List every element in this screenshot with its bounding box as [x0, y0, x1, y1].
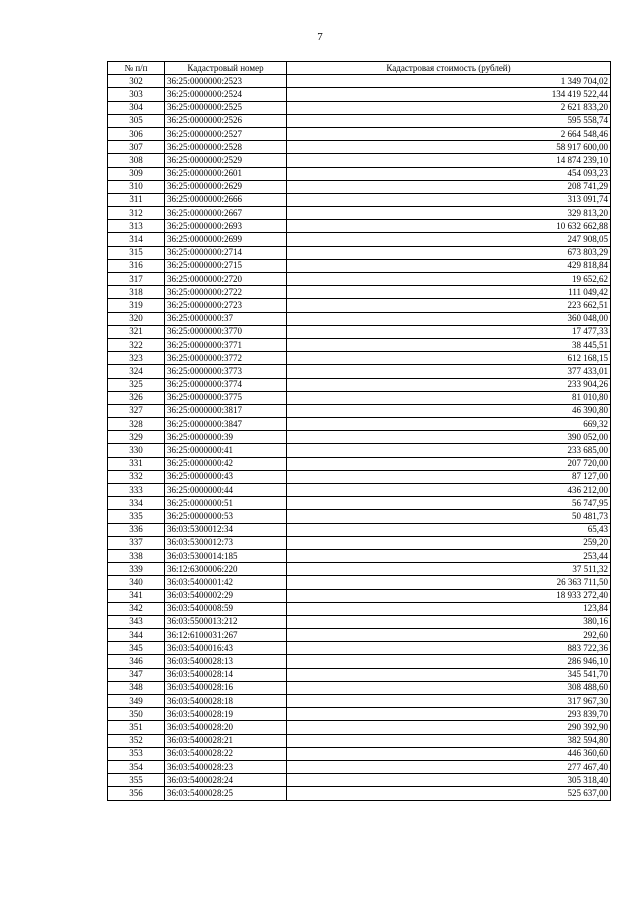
cadastral-number-cell: 36:03:5400028:19 [165, 708, 287, 721]
row-number-cell: 349 [108, 695, 165, 708]
table-row [108, 602, 611, 615]
row-number-cell: 354 [108, 760, 165, 773]
cadastral-value-cell: 595 558,74 [287, 114, 611, 127]
row-number-cell: 350 [108, 708, 165, 721]
cadastral-value-cell: 10 632 662,88 [287, 220, 611, 233]
cadastral-number-cell: 36:03:5400028:18 [165, 695, 287, 708]
table-row [108, 721, 611, 734]
cadastral-value-cell: 18 933 272,40 [287, 589, 611, 602]
header-cadastral-value: Кадастровая стоимость (рублей) [287, 62, 611, 75]
row-number-cell: 340 [108, 576, 165, 589]
cadastral-number-cell: 36:25:0000000:41 [165, 444, 287, 457]
cadastral-number-cell: 36:25:0000000:3775 [165, 391, 287, 404]
table-row [108, 167, 611, 180]
table-row [108, 457, 611, 470]
row-number-cell: 343 [108, 615, 165, 628]
row-number-cell: 306 [108, 127, 165, 140]
row-number-cell: 328 [108, 418, 165, 431]
cadastral-value-cell: 308 488,60 [287, 681, 611, 694]
row-number-cell: 345 [108, 642, 165, 655]
table-row [108, 352, 611, 365]
table-row [108, 563, 611, 576]
row-number-cell: 341 [108, 589, 165, 602]
cadastral-value-cell: 46 390,80 [287, 404, 611, 417]
row-number-cell: 346 [108, 655, 165, 668]
cadastral-value-cell: 345 541,70 [287, 668, 611, 681]
row-number-cell: 337 [108, 536, 165, 549]
cadastral-number-cell: 36:25:0000000:2528 [165, 141, 287, 154]
table-row [108, 193, 611, 206]
table-row [108, 391, 611, 404]
cadastral-number-cell: 36:03:5400028:16 [165, 681, 287, 694]
table-row [108, 655, 611, 668]
cadastral-number-cell: 36:03:5400028:13 [165, 655, 287, 668]
cadastral-number-cell: 36:25:0000000:2699 [165, 233, 287, 246]
row-number-cell: 304 [108, 101, 165, 114]
row-number-cell: 339 [108, 563, 165, 576]
page-number: 7 [317, 31, 323, 43]
row-number-cell: 313 [108, 220, 165, 233]
row-number-cell: 327 [108, 404, 165, 417]
row-number-cell: 310 [108, 180, 165, 193]
row-number-cell: 347 [108, 668, 165, 681]
cadastral-number-cell: 36:25:0000000:2525 [165, 101, 287, 114]
cadastral-number-cell: 36:03:5400008:59 [165, 602, 287, 615]
cadastral-value-cell: 14 874 239,10 [287, 154, 611, 167]
cadastral-value-cell: 612 168,15 [287, 352, 611, 365]
row-number-cell: 317 [108, 273, 165, 286]
cadastral-value-cell: 436 212,00 [287, 484, 611, 497]
table-row [108, 233, 611, 246]
cadastral-number-cell: 36:25:0000000:37 [165, 312, 287, 325]
cadastral-number-cell: 36:12:6100031:267 [165, 629, 287, 642]
row-number-cell: 348 [108, 681, 165, 694]
table-row [108, 668, 611, 681]
cadastral-value-cell: 525 637,00 [287, 787, 611, 800]
cadastral-number-cell: 36:25:0000000:2715 [165, 259, 287, 272]
cadastral-value-cell: 37 511,32 [287, 563, 611, 576]
cadastral-number-cell: 36:25:0000000:39 [165, 431, 287, 444]
table-body [108, 75, 611, 800]
row-number-cell: 352 [108, 734, 165, 747]
table-row [108, 325, 611, 338]
cadastral-number-cell: 36:25:0000000:2529 [165, 154, 287, 167]
cadastral-value-cell: 1 349 704,02 [287, 75, 611, 88]
table-row [108, 88, 611, 101]
row-number-cell: 331 [108, 457, 165, 470]
table-header-row [108, 62, 611, 75]
table-row [108, 286, 611, 299]
cadastral-value-cell: 446 360,60 [287, 747, 611, 760]
cadastral-value-cell: 50 481,73 [287, 510, 611, 523]
cadastral-value-cell: 65,43 [287, 523, 611, 536]
row-number-cell: 333 [108, 484, 165, 497]
cadastral-value-cell: 277 467,40 [287, 760, 611, 773]
cadastral-value-cell: 207 720,00 [287, 457, 611, 470]
cadastral-number-cell: 36:25:0000000:2527 [165, 127, 287, 140]
cadastral-value-cell: 2 664 548,46 [287, 127, 611, 140]
cadastral-value-cell: 883 722,36 [287, 642, 611, 655]
cadastral-number-cell: 36:25:0000000:3847 [165, 418, 287, 431]
cadastral-value-table [107, 61, 611, 801]
cadastral-number-cell: 36:25:0000000:3773 [165, 365, 287, 378]
cadastral-number-cell: 36:12:6300006:220 [165, 563, 287, 576]
cadastral-value-cell: 17 477,33 [287, 325, 611, 338]
cadastral-value-cell: 329 813,20 [287, 207, 611, 220]
row-number-cell: 336 [108, 523, 165, 536]
row-number-cell: 330 [108, 444, 165, 457]
row-number-cell: 303 [108, 88, 165, 101]
row-number-cell: 329 [108, 431, 165, 444]
row-number-cell: 326 [108, 391, 165, 404]
row-number-cell: 315 [108, 246, 165, 259]
header-cadastral-number: Кадастровый номер [165, 62, 287, 75]
table-row [108, 681, 611, 694]
cadastral-value-cell: 223 662,51 [287, 299, 611, 312]
row-number-cell: 325 [108, 378, 165, 391]
cadastral-number-cell: 36:25:0000000:42 [165, 457, 287, 470]
table-row [108, 101, 611, 114]
cadastral-number-cell: 36:25:0000000:3770 [165, 325, 287, 338]
row-number-cell: 338 [108, 549, 165, 562]
cadastral-number-cell: 36:25:0000000:2526 [165, 114, 287, 127]
cadastral-number-cell: 36:03:5500013:212 [165, 615, 287, 628]
row-number-cell: 318 [108, 286, 165, 299]
cadastral-value-cell: 317 967,30 [287, 695, 611, 708]
cadastral-number-cell: 36:25:0000000:43 [165, 470, 287, 483]
cadastral-number-cell: 36:25:0000000:3774 [165, 378, 287, 391]
row-number-cell: 314 [108, 233, 165, 246]
cadastral-value-cell: 380,16 [287, 615, 611, 628]
cadastral-value-cell: 233 685,00 [287, 444, 611, 457]
table-row [108, 259, 611, 272]
cadastral-value-cell: 429 818,84 [287, 259, 611, 272]
cadastral-value-cell: 390 052,00 [287, 431, 611, 444]
cadastral-number-cell: 36:25:0000000:2693 [165, 220, 287, 233]
cadastral-value-cell: 286 946,10 [287, 655, 611, 668]
table-row [108, 760, 611, 773]
cadastral-value-cell: 305 318,40 [287, 774, 611, 787]
table-row [108, 312, 611, 325]
cadastral-number-cell: 36:03:5300012:34 [165, 523, 287, 536]
row-number-cell: 302 [108, 75, 165, 88]
row-number-cell: 353 [108, 747, 165, 760]
row-number-cell: 320 [108, 312, 165, 325]
cadastral-number-cell: 36:25:0000000:51 [165, 497, 287, 510]
row-number-cell: 334 [108, 497, 165, 510]
row-number-cell: 308 [108, 154, 165, 167]
cadastral-number-cell: 36:25:0000000:3772 [165, 352, 287, 365]
table-row [108, 787, 611, 800]
cadastral-number-cell: 36:03:5400028:22 [165, 747, 287, 760]
cadastral-value-cell: 290 392,90 [287, 721, 611, 734]
table-row [108, 523, 611, 536]
cadastral-number-cell: 36:25:0000000:2601 [165, 167, 287, 180]
row-number-cell: 321 [108, 325, 165, 338]
cadastral-number-cell: 36:25:0000000:53 [165, 510, 287, 523]
cadastral-number-cell: 36:03:5400028:25 [165, 787, 287, 800]
table-row [108, 444, 611, 457]
cadastral-number-cell: 36:03:5300012:73 [165, 536, 287, 549]
cadastral-value-cell: 111 049,42 [287, 286, 611, 299]
table-row [108, 246, 611, 259]
row-number-cell: 356 [108, 787, 165, 800]
table-row [108, 220, 611, 233]
row-number-cell: 312 [108, 207, 165, 220]
cadastral-value-cell: 454 093,23 [287, 167, 611, 180]
cadastral-value-cell: 673 803,29 [287, 246, 611, 259]
cadastral-value-cell: 26 363 711,50 [287, 576, 611, 589]
cadastral-number-cell: 36:25:0000000:44 [165, 484, 287, 497]
table-row [108, 615, 611, 628]
row-number-cell: 311 [108, 193, 165, 206]
table-row [108, 629, 611, 642]
cadastral-value-cell: 259,20 [287, 536, 611, 549]
cadastral-number-cell: 36:25:0000000:3817 [165, 404, 287, 417]
cadastral-value-cell: 669,32 [287, 418, 611, 431]
table-row [108, 747, 611, 760]
table-row [108, 154, 611, 167]
row-number-cell: 324 [108, 365, 165, 378]
cadastral-number-cell: 36:25:0000000:2722 [165, 286, 287, 299]
table-row [108, 338, 611, 351]
table-row [108, 431, 611, 444]
table-row [108, 404, 611, 417]
table-row [108, 695, 611, 708]
cadastral-value-cell: 247 908,05 [287, 233, 611, 246]
cadastral-number-cell: 36:25:0000000:2629 [165, 180, 287, 193]
row-number-cell: 342 [108, 602, 165, 615]
table-row [108, 273, 611, 286]
table-row [108, 378, 611, 391]
row-number-cell: 335 [108, 510, 165, 523]
cadastral-value-cell: 2 621 833,20 [287, 101, 611, 114]
header-row-number: № п/п [108, 62, 165, 75]
table-row [108, 127, 611, 140]
cadastral-number-cell: 36:03:5400028:14 [165, 668, 287, 681]
cadastral-number-cell: 36:25:0000000:2723 [165, 299, 287, 312]
cadastral-value-cell: 87 127,00 [287, 470, 611, 483]
table-row [108, 418, 611, 431]
table-row [108, 549, 611, 562]
cadastral-value-cell: 81 010,80 [287, 391, 611, 404]
cadastral-number-cell: 36:25:0000000:2714 [165, 246, 287, 259]
table-row [108, 141, 611, 154]
table-row [108, 642, 611, 655]
cadastral-number-cell: 36:03:5400002:29 [165, 589, 287, 602]
table-row [108, 774, 611, 787]
table-row [108, 484, 611, 497]
table-row [108, 589, 611, 602]
cadastral-number-cell: 36:03:5400028:24 [165, 774, 287, 787]
table-row [108, 470, 611, 483]
cadastral-number-cell: 36:03:5400016:43 [165, 642, 287, 655]
cadastral-number-cell: 36:25:0000000:2523 [165, 75, 287, 88]
table-row [108, 180, 611, 193]
cadastral-number-cell: 36:25:0000000:2720 [165, 273, 287, 286]
table-row [108, 207, 611, 220]
row-number-cell: 323 [108, 352, 165, 365]
cadastral-number-cell: 36:03:5400028:20 [165, 721, 287, 734]
cadastral-value-cell: 292,60 [287, 629, 611, 642]
cadastral-value-cell: 56 747,95 [287, 497, 611, 510]
cadastral-value-cell: 233 904,26 [287, 378, 611, 391]
cadastral-value-cell: 19 652,62 [287, 273, 611, 286]
cadastral-number-cell: 36:03:5400001:42 [165, 576, 287, 589]
cadastral-value-cell: 134 419 522,44 [287, 88, 611, 101]
table-row [108, 536, 611, 549]
cadastral-value-cell: 58 917 600,00 [287, 141, 611, 154]
table-row [108, 299, 611, 312]
row-number-cell: 332 [108, 470, 165, 483]
cadastral-number-cell: 36:25:0000000:2667 [165, 207, 287, 220]
cadastral-value-cell: 313 091,74 [287, 193, 611, 206]
cadastral-value-cell: 377 433,01 [287, 365, 611, 378]
row-number-cell: 307 [108, 141, 165, 154]
table-row [108, 75, 611, 88]
table-row [108, 510, 611, 523]
table-row [108, 114, 611, 127]
row-number-cell: 316 [108, 259, 165, 272]
cadastral-value-cell: 382 594,80 [287, 734, 611, 747]
row-number-cell: 309 [108, 167, 165, 180]
table-row [108, 497, 611, 510]
table-row [108, 576, 611, 589]
cadastral-number-cell: 36:25:0000000:2524 [165, 88, 287, 101]
cadastral-value-cell: 253,44 [287, 549, 611, 562]
table-row [108, 734, 611, 747]
cadastral-number-cell: 36:03:5400028:23 [165, 760, 287, 773]
cadastral-number-cell: 36:03:5400028:21 [165, 734, 287, 747]
cadastral-number-cell: 36:03:5300014:185 [165, 549, 287, 562]
cadastral-number-cell: 36:25:0000000:2666 [165, 193, 287, 206]
table-row [108, 708, 611, 721]
cadastral-value-cell: 293 839,70 [287, 708, 611, 721]
cadastral-value-cell: 360 048,00 [287, 312, 611, 325]
row-number-cell: 355 [108, 774, 165, 787]
cadastral-value-cell: 123,84 [287, 602, 611, 615]
table-row [108, 365, 611, 378]
row-number-cell: 322 [108, 338, 165, 351]
row-number-cell: 319 [108, 299, 165, 312]
cadastral-value-cell: 38 445,51 [287, 338, 611, 351]
row-number-cell: 351 [108, 721, 165, 734]
cadastral-number-cell: 36:25:0000000:3771 [165, 338, 287, 351]
cadastral-value-cell: 208 741,29 [287, 180, 611, 193]
row-number-cell: 305 [108, 114, 165, 127]
row-number-cell: 344 [108, 629, 165, 642]
